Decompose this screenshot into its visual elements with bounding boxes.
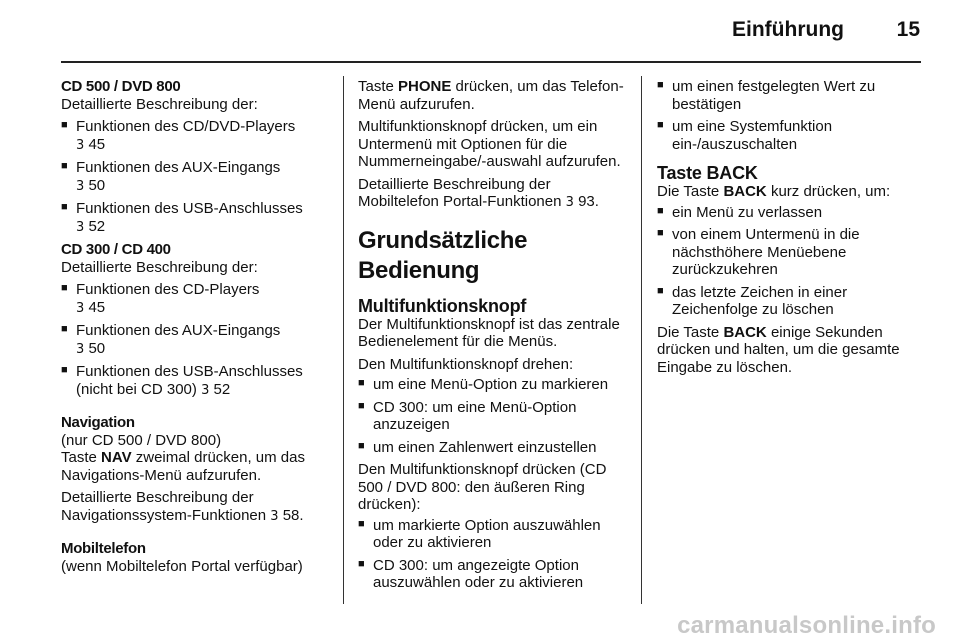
multifunction-paragraph: Multifunktionsknopf drücken, um ein Untermenü mit Optionen für die Nummerneingabe/-auswahl aufzurufen. <box>358 118 621 170</box>
back-key: BACK <box>723 183 767 200</box>
page-title: Einführung <box>732 18 844 41</box>
knob-intro-paragraph: Der Multifunktionsknopf ist das zentrale Bedienelement für die Menüs. <box>358 315 620 350</box>
page-reference-arrow-icon: 3 <box>565 195 574 210</box>
list-item: ■ um einen Zahlenwert einzustellen <box>358 439 630 457</box>
column-divider-2 <box>641 76 642 604</box>
list-item: ■ ein Menü zu verlassen <box>657 204 925 222</box>
cd500-intro: Detaillierte Beschreibung der: <box>61 95 258 113</box>
page-ref-link[interactable]: 52 <box>88 217 106 235</box>
page-reference-arrow-icon: 3 <box>270 508 279 524</box>
page-ref-link[interactable]: 50 <box>88 339 106 357</box>
header-rule <box>61 61 921 63</box>
page-ref-link[interactable]: 45 <box>88 298 106 316</box>
page-reference-arrow-icon: 3 <box>201 382 210 398</box>
turn-intro: Den Multifunktionsknopf drehen: <box>358 355 574 373</box>
navigation-note: (nur CD 500 / DVD 800) <box>61 431 222 449</box>
page-header <box>0 0 960 62</box>
mobiltelefon-heading: Mobiltelefon <box>61 540 146 557</box>
back-heading: Taste BACK <box>657 163 758 183</box>
page-ref-link[interactable]: 93 <box>578 193 595 210</box>
page-ref-link[interactable]: 58 <box>282 506 300 524</box>
press-list-continued <box>657 78 925 153</box>
navigation-paragraph-2: Detaillierte Beschreibung der Navigationssystem-Funktionen 3 58. <box>61 489 304 524</box>
navigation-paragraph-1: Taste NAV zweimal drücken, um das Navigations-Menü aufzurufen. <box>61 449 305 484</box>
column-1 <box>61 78 333 575</box>
back-intro: Die Taste BACK kurz drücken, um: <box>657 183 891 200</box>
column-2 <box>358 78 630 597</box>
list-item: ■ um eine Systemfunktion ein-/auszuschalten <box>657 118 925 153</box>
column-divider-1 <box>343 76 344 604</box>
nav-key: NAV <box>101 449 132 466</box>
navigation-heading: Navigation <box>61 414 135 431</box>
page-ref-link[interactable]: 45 <box>88 135 106 153</box>
list-item: ■ Funktionen des AUX-Eingangs 3 50 <box>61 322 333 358</box>
cd500-heading: CD 500 / DVD 800 <box>61 78 181 95</box>
watermark: carmanualsonline.info <box>677 612 936 639</box>
column-3 <box>657 78 925 376</box>
page-reference-arrow-icon: 3 <box>76 300 85 316</box>
list-item: ■ um einen festgelegten Wert zu bestätigen <box>657 78 925 113</box>
back-list <box>657 204 925 319</box>
cd500-list <box>61 118 333 236</box>
list-item: ■ um markierte Option auszuwählen oder zu aktivieren <box>358 517 630 552</box>
press-intro: Den Multifunktionsknopf drücken (CD 500 / DVD 800: den äußeren Ring drücken): <box>358 461 607 513</box>
list-item: ■ Funktionen des AUX-Eingangs 3 50 <box>61 159 333 195</box>
page-ref-link[interactable]: 50 <box>88 176 106 194</box>
cd300-heading: CD 300 / CD 400 <box>61 241 171 258</box>
page-reference-arrow-icon: 3 <box>76 178 85 194</box>
page-ref-link[interactable]: 52 <box>213 380 231 398</box>
page-reference-arrow-icon: 3 <box>76 341 85 357</box>
cd300-list <box>61 281 333 399</box>
phone-key: PHONE <box>398 78 452 95</box>
list-item: ■ Funktionen des USB-Anschlusses (nicht bei CD 300) 3 52 <box>61 363 333 399</box>
list-item: ■ Funktionen des CD/DVD-Players 3 45 <box>61 118 333 154</box>
list-item: ■ CD 300: um eine Menü-Option anzuzeigen <box>358 399 630 434</box>
page-number: 15 <box>896 18 920 41</box>
subsection-title: Multifunktionsknopf <box>358 295 527 316</box>
mobiltelefon-note: (wenn Mobiltelefon Portal verfügbar) <box>61 557 303 575</box>
list-item: ■ Funktionen des USB-Anschlusses 3 52 <box>61 200 333 236</box>
section-title: Grundsätzliche Bedienung <box>358 226 528 284</box>
list-item: ■ das letzte Zeichen in einer Zeichenfolge zu löschen <box>657 284 925 319</box>
back-hold-paragraph: Die Taste BACK einige Sekunden drücken und halten, um die gesamte Eingabe zu löschen. <box>657 323 900 376</box>
back-key: BACK <box>723 323 767 341</box>
cd300-intro: Detaillierte Beschreibung der: <box>61 258 258 276</box>
mobil-portal-paragraph: Detaillierte Beschreibung der Mobiltelefon Portal-Funktionen 3 93. <box>358 175 599 210</box>
list-item: ■ Funktionen des CD-Players 3 45 <box>61 281 333 317</box>
press-list <box>358 517 630 592</box>
list-item: ■ CD 300: um angezeigte Option auszuwählen oder zu aktivieren <box>358 557 630 592</box>
page-reference-arrow-icon: 3 <box>76 219 85 235</box>
list-item: ■ um eine Menü-Option zu markieren <box>358 376 630 394</box>
list-item: ■ von einem Untermenü in die nächsthöhere Menüebene zurückzukehren <box>657 226 925 279</box>
page-reference-arrow-icon: 3 <box>76 137 85 153</box>
turn-list <box>358 376 630 456</box>
phone-paragraph: Taste PHONE drücken, um das Telefon-Menü aufzurufen. <box>358 78 624 113</box>
